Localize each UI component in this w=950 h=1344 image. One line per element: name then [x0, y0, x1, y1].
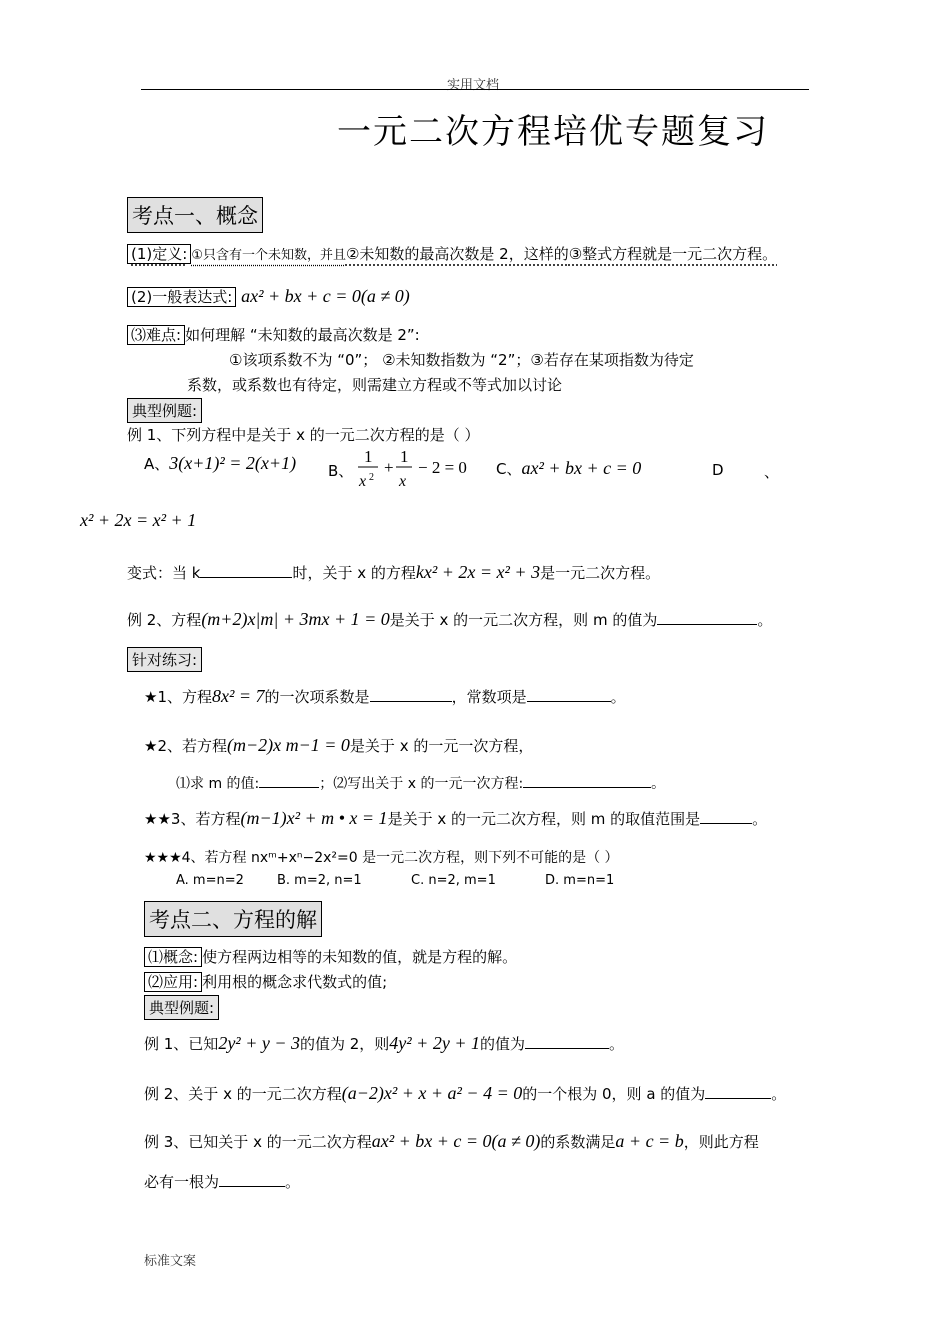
s2-example-2-end: 。 [771, 1085, 787, 1103]
concept-row [144, 946, 517, 967]
practice-2-blank-2[interactable] [523, 773, 651, 788]
example-2-end: 。 [757, 611, 773, 629]
practice-3-blank[interactable] [700, 809, 752, 824]
examples-label-2: 典型例题: [144, 995, 219, 1020]
svg-text:1: 1 [400, 447, 409, 466]
practice-2-formula: (m−2)x m−1 = 0 [227, 735, 350, 755]
example-2-text-2: 是关于 x 的一元二次方程，则 m 的值为 [389, 611, 658, 629]
section-heading-solution: 考点二、方程的解 [144, 901, 322, 937]
variant-text-2: 时，关于 x 的方程 [292, 564, 416, 582]
practice-4-option-c: C. n=2, m=1 [411, 873, 496, 888]
section-heading-concept: 考点一、概念 [127, 197, 263, 233]
example-1-question: 例 1、下列方程中是关于 x 的一元二次方程的是（ ） [127, 426, 480, 444]
practice-2-subrow [176, 773, 665, 793]
difficulty-label: ⑶难点: [127, 325, 185, 345]
definition-text-2: ②未知数的最高次数是 2，这样的 [345, 245, 569, 263]
practice-3-text-2: 是关于 x 的一元二次方程，则 m 的取值范围是 [387, 810, 701, 828]
s2-example-3-formula: ax² + bx + c = 0(a ≠ 0) [371, 1131, 541, 1151]
practice-4-question: ★★★4、若方程 nxᵐ+xⁿ−2x²=0 是一元二次方程，则下列不可能的是（ ） [144, 850, 619, 866]
difficulty-points: ①该项系数不为 “0”； ②未知数指数为 “2”；③若存在某项指数为待定 [229, 351, 694, 369]
difficulty-text: 如何理解 “未知数的最高次数是 2”: [185, 326, 420, 344]
option-b-formula [356, 446, 516, 492]
svg-text:2: 2 [369, 472, 374, 483]
s2-example-1-blank[interactable] [525, 1034, 609, 1049]
variant-text-3: 是一元二次方程。 [540, 564, 661, 582]
definition-text-3: ③整式方程就是一元二次方程。 [568, 245, 778, 263]
variant-blank[interactable] [200, 563, 292, 578]
s2-example-3-text-2: 的系数满足 [540, 1133, 616, 1151]
s2-example-2-row [144, 1083, 786, 1104]
s2-example-3-text-3: ，则此方程 [683, 1133, 759, 1151]
example-2-blank[interactable] [657, 610, 757, 625]
option-d-separator: 、 [764, 463, 780, 481]
practice-4-option-b: B. m=2, n=1 [277, 873, 362, 888]
option-b-label: B、 [328, 462, 354, 480]
svg-text:+: + [384, 458, 394, 477]
definition-row [127, 243, 777, 264]
difficulty-continued: 系数，或系数也有待定，则需建立方程或不等式加以讨论 [187, 376, 563, 394]
s2-example-2-text-1: 例 2、关于 x 的一元二次方程 [144, 1085, 342, 1103]
practice-1-blank-2[interactable] [527, 687, 611, 702]
definition-label: (1)定义: [127, 244, 191, 264]
svg-text:x: x [399, 473, 407, 490]
practice-4-option-a: A. m=n=2 [176, 873, 244, 888]
s2-example-2-blank[interactable] [705, 1084, 771, 1099]
practice-2-sub-1: ⑴求 m 的值: [176, 776, 260, 792]
page-title: 一元二次方程培优专题复习 [337, 112, 769, 152]
s2-example-3-end: 。 [285, 1173, 301, 1191]
practice-2-text-2: 是关于 x 的一元一次方程， [349, 737, 534, 755]
apply-label: ⑵应用: [144, 972, 202, 992]
general-form-label: (2)一般表达式: [127, 287, 236, 307]
s2-example-1-row [144, 1033, 624, 1054]
example-2-formula: (m+2)x|m| + 3mx + 1 = 0 [201, 609, 390, 629]
s2-example-1-text-3: 的值为 [479, 1035, 525, 1053]
difficulty-row [127, 324, 420, 345]
example-2-row [127, 609, 772, 630]
practice-1-text-1: ★1、方程 [144, 688, 212, 706]
page-header: 实用文档 [447, 78, 500, 93]
svg-text:− 2 = 0: − 2 = 0 [418, 458, 467, 477]
practice-1-blank-1[interactable] [370, 687, 452, 702]
option-d-formula: x² + 2x = x² + 1 [80, 510, 197, 530]
concept-text: 使方程两边相等的未知数的值，就是方程的解。 [202, 948, 518, 966]
s2-example-3-blank[interactable] [219, 1172, 285, 1187]
variant-formula: kx² + 2x = x² + 3 [415, 562, 541, 582]
s2-example-3-formula-2: a + c = b [615, 1131, 684, 1151]
s2-example-3-text-4: 必有一根为 [144, 1173, 220, 1191]
practice-3-text-1: ★★3、若方程 [144, 810, 241, 828]
examples-label: 典型例题: [127, 398, 202, 423]
concept-label: ⑴概念: [144, 947, 202, 967]
apply-text: 利用根的概念求代数式的值; [202, 973, 388, 991]
option-c-formula: ax² + bx + c = 0 [521, 458, 642, 478]
s2-example-1-text-2: 的值为 2，则 [299, 1035, 390, 1053]
s2-example-2-text-2: 的一个根为 0，则 a 的值为 [522, 1085, 706, 1103]
practice-2-sub-2: ；⑵写出关于 x 的一元一次方程: [319, 776, 524, 792]
s2-example-1-formula-2: 4y² + 2y + 1 [389, 1033, 480, 1053]
practice-1-formula: 8x² = 7 [212, 686, 265, 706]
page-footer: 标准文案 [144, 1254, 197, 1269]
s2-example-3-row [144, 1131, 759, 1152]
practice-1-text-2: 的一次项系数是 [264, 688, 370, 706]
s2-example-1-end: 。 [608, 1035, 624, 1053]
option-d-label: D [712, 461, 724, 479]
practice-label: 针对练习: [127, 647, 202, 672]
s2-example-1-text-1: 例 1、已知 [144, 1035, 219, 1053]
s2-example-2-formula: (a−2)x² + x + a² − 4 = 0 [341, 1083, 523, 1103]
practice-3-end: 。 [752, 810, 768, 828]
svg-text:1: 1 [364, 447, 373, 466]
practice-2-blank-1[interactable] [259, 773, 319, 788]
practice-2-end: 。 [651, 776, 666, 792]
practice-3-row [144, 808, 767, 829]
s2-example-3-row-2 [144, 1171, 300, 1192]
s2-example-3-text-1: 例 3、已知关于 x 的一元二次方程 [144, 1133, 372, 1151]
practice-2-text-1: ★2、若方程 [144, 737, 227, 755]
svg-text:x: x [359, 473, 367, 490]
apply-row [144, 971, 387, 992]
practice-1-row [144, 686, 626, 707]
example-1-option-a [144, 453, 296, 474]
general-form-row [127, 286, 410, 307]
practice-2-row [144, 735, 533, 756]
example-1-option-c [496, 458, 641, 479]
practice-1-text-3: ，常数项是 [451, 688, 527, 706]
definition-text-1: ①只含有一个未知数，并且 [191, 248, 346, 263]
example-2-text-1: 例 2、方程 [127, 611, 202, 629]
option-c-label: C、 [496, 460, 522, 478]
practice-4-option-d: D. m=n=1 [545, 873, 615, 888]
variant-row [127, 562, 660, 583]
practice-3-formula: (m−1)x² + m • x = 1 [240, 808, 388, 828]
s2-example-1-formula-1: 2y² + y − 3 [218, 1033, 300, 1053]
header-rule [141, 89, 809, 90]
option-a-label: A、 [144, 455, 170, 473]
option-a-formula: 3(x+1)² = 2(x+1) [169, 453, 297, 473]
variant-text-1: 变式：当 k [127, 564, 201, 582]
practice-1-end: 。 [610, 688, 626, 706]
general-form-formula: ax² + bx + c = 0(a ≠ 0) [241, 286, 410, 306]
